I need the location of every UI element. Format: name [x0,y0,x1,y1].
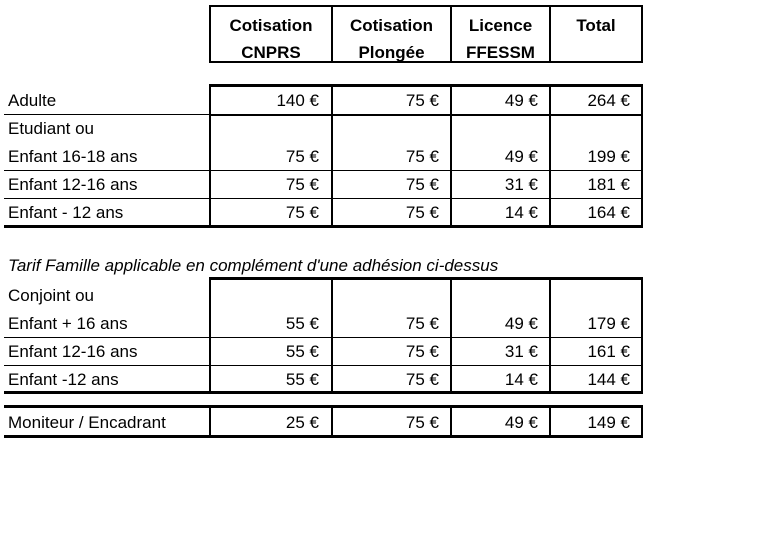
cell-licence: 31 € [504,175,538,194]
row-label: Enfant -12 ans [8,370,119,389]
col-header-total [549,5,643,63]
cell-total: 144 € [587,370,630,389]
cell-licence: 14 € [504,203,538,222]
cell-total: 161 € [587,342,630,361]
divider [4,405,643,408]
cell-licence: 49 € [504,413,538,432]
divider [4,170,643,171]
col-header-cnprs [209,5,333,63]
cell-plongee: 75 € [405,314,439,333]
cell-cnprs: 25 € [285,413,319,432]
col-header-licence-line1: Licence [468,16,533,35]
col-header-total-line1: Total [576,16,616,35]
row-label: Moniteur / Encadrant [8,413,166,432]
divider [209,277,211,394]
divider [549,405,551,438]
cell-total: 164 € [587,203,630,222]
divider [331,84,333,228]
row-label: Enfant + 16 ans [8,314,128,333]
divider [331,405,333,438]
row-label: Etudiant ou [8,119,95,138]
divider [4,435,643,438]
divider [4,225,643,228]
cell-plongee: 75 € [405,175,439,194]
cell-licence: 49 € [504,91,538,110]
divider [450,84,452,228]
divider [641,277,643,394]
cell-plongee: 75 € [405,91,439,110]
cell-total: 199 € [587,147,630,166]
divider [209,84,211,228]
cell-total: 264 € [587,91,630,110]
cell-plongee: 75 € [405,370,439,389]
col-header-cnprs-line1: Cotisation [229,16,313,35]
divider [4,198,643,199]
cell-cnprs: 55 € [285,314,319,333]
row-label: Enfant 12-16 ans [8,175,138,194]
row-label: Enfant 12-16 ans [8,342,138,361]
divider [549,84,551,228]
cell-cnprs: 75 € [285,203,319,222]
divider [4,365,643,366]
divider [209,405,211,438]
divider [450,405,452,438]
divider [209,84,643,87]
col-header-plongee [331,5,452,63]
col-header-plongee-line2: Plongée [358,43,425,62]
cell-cnprs: 75 € [285,147,319,166]
family-rate-note: Tarif Famille applicable en complément d'une adhésion ci-dessus [8,256,499,275]
divider [209,114,643,116]
divider [331,277,333,394]
row-label: Enfant 16-18 ans [8,147,138,166]
cell-plongee: 75 € [405,147,439,166]
divider [209,277,643,280]
divider [450,277,452,394]
col-header-cnprs-line2: CNPRS [241,43,301,62]
cell-licence: 49 € [504,314,538,333]
cell-plongee: 75 € [405,342,439,361]
cell-total: 179 € [587,314,630,333]
row-label: Adulte [8,91,57,110]
cell-total: 181 € [587,175,630,194]
cell-licence: 49 € [504,147,538,166]
col-header-licence [450,5,551,63]
divider [641,405,643,438]
divider [549,277,551,394]
row-label: Enfant - 12 ans [8,203,124,222]
col-header-plongee-line1: Cotisation [349,16,434,35]
cell-total: 149 € [587,413,630,432]
cell-plongee: 75 € [405,203,439,222]
cell-cnprs: 55 € [285,370,319,389]
cell-cnprs: 75 € [285,175,319,194]
divider [4,391,643,394]
row-label: Conjoint ou [8,286,95,305]
divider [641,84,643,228]
cell-cnprs: 140 € [276,91,319,110]
col-header-licence-line2: FFESSM [466,43,535,62]
cell-licence: 14 € [504,370,538,389]
cell-plongee: 75 € [405,413,439,432]
cell-cnprs: 55 € [285,342,319,361]
divider [4,114,209,115]
divider [4,337,643,338]
cell-licence: 31 € [504,342,538,361]
